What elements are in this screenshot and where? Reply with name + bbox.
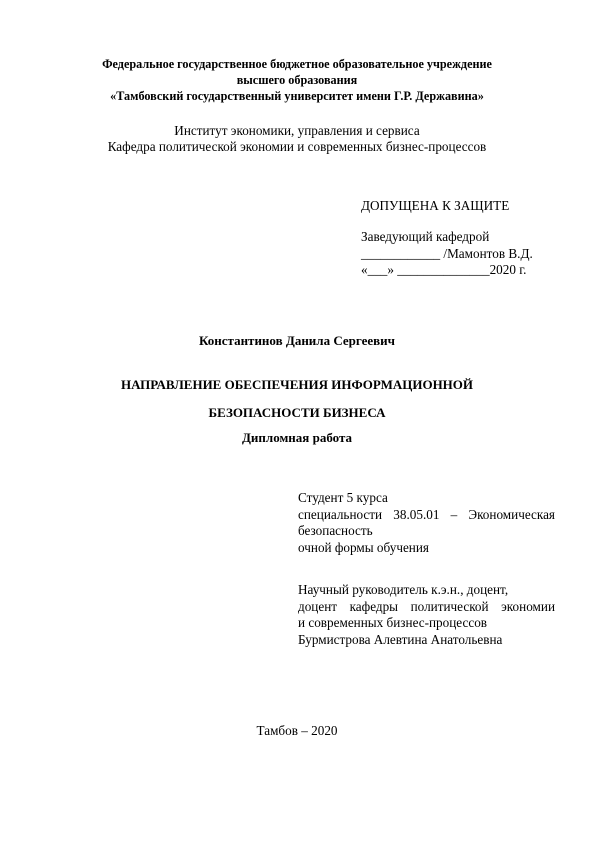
approval-head-label: Заведующий кафедрой bbox=[361, 229, 490, 244]
supervisor-name: Бурмистрова Алевтина Анатольевна bbox=[298, 631, 503, 647]
org-name-line-2: высшего образования bbox=[236, 73, 358, 87]
supervisor-degree: Научный руководитель к.э.н., доцент, bbox=[298, 582, 509, 597]
student-course: Студент 5 курса bbox=[298, 490, 388, 505]
student-study-form: очной формы обучения bbox=[298, 539, 429, 555]
supervisor-department: и современных бизнес-процессов bbox=[298, 615, 488, 630]
approval-signature-line: ____________ /Мамонтов В.Д. bbox=[361, 245, 533, 261]
approval-signature-block bbox=[361, 229, 533, 279]
thesis-title-line-2: БЕЗОПАСНОСТИ БИЗНЕСА bbox=[208, 405, 386, 420]
city-year: Тамбов – 2020 bbox=[256, 723, 338, 738]
department-name: Кафедра политической экономии и современных бизнес-процессов bbox=[107, 139, 487, 154]
org-name-line-1: Федеральное государственное бюджетное образовательное учреждение bbox=[102, 57, 492, 71]
supervisor-position: доцент кафедры политической экономии bbox=[298, 598, 555, 614]
approval-title: ДОПУЩЕНА К ЗАЩИТЕ bbox=[361, 198, 510, 213]
thesis-title-line-1: НАПРАВЛЕНИЕ ОБЕСПЕЧЕНИЯ ИНФОРМАЦИОННОЙ bbox=[120, 377, 474, 392]
org-name-line-3: «Тамбовский государственный университет имени Г.Р. Державина» bbox=[110, 89, 484, 103]
supervisor-info bbox=[298, 582, 555, 648]
student-specialty: специальности 38.05.01 – Экономическая bbox=[298, 506, 555, 522]
student-specialty-cont: безопасность bbox=[298, 523, 373, 538]
work-type: Дипломная работа bbox=[241, 430, 353, 445]
student-info bbox=[298, 490, 555, 556]
approval-date-line: «___» ______________2020 г. bbox=[361, 262, 527, 277]
approval-block bbox=[361, 198, 509, 215]
author-name: Константинов Данила Сергеевич bbox=[198, 333, 395, 348]
institute-name: Институт экономики, управления и сервиса bbox=[174, 123, 420, 138]
